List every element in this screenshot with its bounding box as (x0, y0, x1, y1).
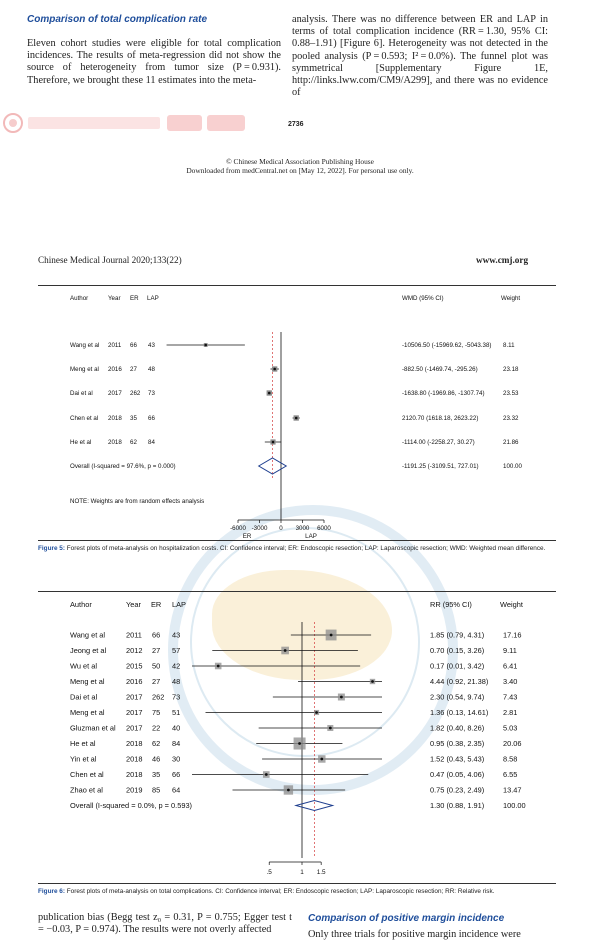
f6-row-lap: 64 (172, 785, 181, 795)
f6-row-weight: 6.41 (503, 661, 518, 671)
f6-point-estimate (320, 758, 323, 761)
f5-header-year: Year (108, 295, 121, 302)
f5-header-effect: WMD (95% CI) (402, 295, 444, 302)
f6-row-lap: 57 (172, 646, 181, 655)
f5-row-year: 2011 (108, 342, 122, 349)
f6-row-weight: 20.06 (503, 739, 522, 748)
journal-url: www.cmj.org (476, 255, 529, 265)
f6-row-year: 2015 (126, 661, 143, 671)
f6-tick-label: .5 (266, 869, 272, 876)
f6-row-effect: 0.70 (0.15, 3.26) (430, 646, 485, 655)
f6-overall-label: Overall (I-squared = 0.0%, p = 0.593) (70, 801, 193, 810)
f5-row-effect: -1638.80 (-1969.86, -1307.74) (402, 390, 485, 397)
f6-row-author: Dai et al (70, 692, 98, 702)
f5-row-effect: -1114.00 (-2258.27, 30.27) (402, 439, 475, 446)
f6-row-weight: 9.11 (503, 646, 517, 655)
f6-row-lap: 30 (172, 754, 181, 764)
f5-tick-label: 0 (279, 525, 283, 532)
f5-row-lap: 84 (148, 439, 155, 446)
f6-point-estimate (298, 742, 301, 745)
f6-caption-label: Figure 6: (38, 888, 65, 895)
f6-row-weight: 2.81 (503, 708, 518, 717)
f5-header-er: ER (130, 295, 139, 302)
f5-row-er: 35 (130, 415, 137, 422)
f6-row-er: 75 (152, 708, 161, 717)
f6-row-effect: 0.75 (0.23, 2.49) (430, 785, 485, 795)
f5-row-lap: 73 (148, 390, 155, 397)
f6-row-weight: 7.43 (503, 692, 518, 702)
f6-row-year: 2012 (126, 646, 143, 655)
f6-row-lap: 51 (172, 708, 181, 717)
f6-header-lap: LAP (172, 600, 186, 609)
f6-row-lap: 40 (172, 723, 181, 733)
paragraph: publication bias (Begg test z₀ = 0.31, P = 0.755; Egger test t = −0.03, P = 0.974). The results were not overly affected (38, 912, 292, 936)
f5-row-lap: 66 (148, 415, 155, 422)
f6-row-er: 262 (152, 692, 165, 702)
f5-row-year: 2018 (108, 439, 122, 446)
f6-row-year: 2018 (126, 770, 143, 779)
f5-overall-effect: -1191.25 (-3109.51, 727.01) (402, 463, 479, 470)
f5-row-er: 66 (130, 342, 137, 349)
f6-point-estimate (330, 634, 333, 637)
f5-overall-label: Overall (I-squared = 97.6%, p = 0.000) (70, 463, 176, 470)
f6-point-estimate (287, 789, 290, 792)
f6-point-estimate (329, 727, 332, 730)
f6-row-er: 85 (152, 785, 161, 795)
f5-row-effect: -10506.50 (-15969.62, -5043.38) (402, 342, 492, 349)
f6-header-er: ER (151, 600, 162, 609)
figure6-bottom-rule (38, 883, 556, 884)
f6-point-estimate (315, 711, 318, 714)
bottom-left-text (38, 912, 292, 936)
f5-row-weight: 23.53 (503, 390, 519, 397)
f6-row-weight: 5.03 (503, 723, 518, 733)
f6-row-lap: 66 (172, 770, 181, 779)
f6-row-effect: 1.52 (0.43, 5.43) (430, 754, 485, 764)
f5-row-year: 2018 (108, 415, 122, 422)
f6-row-er: 27 (152, 646, 161, 655)
f5-row-author: Chen et al (70, 415, 99, 422)
f5-header-lap: LAP (147, 295, 159, 302)
f6-point-estimate (340, 696, 343, 699)
f6-row-er: 35 (152, 770, 161, 779)
figure6-caption (38, 888, 558, 895)
f5-row-weight: 21.86 (503, 439, 519, 446)
f6-header-weight: Weight (500, 600, 523, 609)
f6-row-er: 46 (152, 754, 161, 764)
f5-row-author: Dai et al (70, 390, 93, 397)
f6-row-lap: 43 (172, 630, 181, 640)
f6-point-estimate (265, 773, 268, 776)
f6-point-estimate (217, 665, 220, 668)
f5-row-author: He et al (70, 439, 92, 446)
f6-row-lap: 48 (172, 677, 181, 686)
f6-row-year: 2018 (126, 754, 143, 764)
f5-row-effect: 2120.70 (1618.18, 2623.22) (402, 415, 479, 422)
f6-row-effect: 0.47 (0.05, 4.06) (430, 770, 485, 779)
f6-row-author: Jeong et al (70, 646, 107, 655)
f5-overall-weight: 100.00 (503, 463, 522, 470)
f6-row-effect: 0.95 (0.38, 2.35) (430, 739, 485, 748)
f6-row-year: 2017 (126, 692, 143, 702)
f6-row-weight: 3.40 (503, 677, 518, 686)
f6-tick-label: 1 (300, 869, 304, 876)
f5-axis-label-er: ER (242, 533, 252, 540)
f5-row-weight: 8.11 (503, 342, 515, 349)
f5-row-weight: 23.32 (503, 415, 519, 422)
f6-row-year: 2017 (126, 708, 143, 717)
f6-row-weight: 8.58 (503, 754, 518, 764)
f5-note: NOTE: Weights are from random effects analysis (70, 498, 205, 505)
f5-row-lap: 48 (148, 366, 155, 373)
f5-row-year: 2017 (108, 390, 122, 397)
f6-row-year: 2017 (126, 723, 143, 733)
f5-tick-label: -6000 (230, 525, 246, 532)
f5-tick-label: -3000 (251, 525, 268, 532)
f5-axis-label-lap: LAP (305, 533, 317, 540)
f6-row-year: 2019 (126, 785, 143, 795)
f6-row-author: Wang et al (70, 630, 106, 640)
f6-row-weight: 17.16 (503, 630, 522, 640)
f5-row-author: Wang et al (70, 342, 100, 349)
paragraph: analysis. There was no difference between ER and LAP in terms of total complication incidence (RR = 1.30, 95% CI: 0.88–1.91) [Figure 6]. Heterogeneity was not detected in the pooled analysis (P = 0.593; I² = 0.0%). The funnel plot was symmetrical [Supplementary Figure 1E, http://links.lww.com/CM9/A299], and there was no evidence of (292, 14, 548, 99)
f6-row-year: 2018 (126, 739, 143, 748)
journal-citation: Chinese Medical Journal 2020;133(22) (38, 255, 182, 265)
f6-overall-effect: 1.30 (0.88, 1.91) (430, 801, 485, 810)
f6-row-effect: 4.44 (0.92, 21.38) (430, 677, 489, 686)
f5-caption-label: Figure 5: (38, 545, 65, 552)
f6-row-weight: 6.55 (503, 770, 518, 779)
f6-row-author: Meng et al (70, 677, 105, 686)
f6-row-effect: 1.82 (0.40, 8.26) (430, 723, 485, 733)
f6-row-effect: 1.36 (0.13, 14.61) (430, 708, 489, 717)
f6-row-author: Gluzman et al (70, 723, 116, 733)
f5-row-lap: 43 (148, 342, 155, 349)
bottom-right-text (308, 929, 560, 941)
f6-row-er: 27 (152, 677, 161, 686)
f6-header-author: Author (70, 600, 92, 609)
f5-caption-text: Forest plots of meta-analysis on hospitalization costs. CI: Confidence interval; ER: Endoscopic resection; LAP: Laparoscopic resection; WMD: Weighted mean difference. (66, 545, 546, 552)
download-line: Downloaded from medCentral.net on [May 12, 2022]. For personal use only. (186, 166, 414, 175)
f6-tick-label: 1.5 (316, 869, 326, 876)
f6-row-er: 62 (152, 739, 161, 748)
f6-overall-weight: 100.00 (503, 801, 526, 810)
f6-header-effect: RR (95% CI) (430, 600, 472, 609)
f6-row-lap: 73 (172, 692, 181, 702)
f6-point-estimate (284, 649, 287, 652)
f6-row-year: 2011 (126, 630, 142, 640)
section-heading-complication: Comparison of total complication rate (27, 14, 208, 25)
section-heading-margin: Comparison of positive margin incidence (308, 913, 505, 924)
f6-row-author: He et al (70, 739, 96, 748)
f5-row-er: 62 (130, 439, 137, 446)
f5-tick-label: 6000 (317, 525, 331, 532)
f6-row-year: 2016 (126, 677, 143, 686)
f6-row-er: 22 (152, 723, 161, 733)
publisher-line: © Chinese Medical Association Publishing House (226, 157, 374, 166)
f6-header-year: Year (126, 600, 141, 609)
f6-row-author: Zhao et al (70, 785, 103, 795)
f5-header-author: Author (70, 295, 89, 302)
f5-row-year: 2016 (108, 366, 122, 373)
paragraph: Only three trials for positive margin incidence were (308, 929, 521, 940)
f6-row-effect: 0.17 (0.01, 3.42) (430, 661, 485, 671)
f6-row-er: 66 (152, 630, 161, 640)
f5-header-weight: Weight (501, 295, 521, 302)
f6-row-author: Wu et al (70, 661, 97, 671)
f6-row-author: Chen et al (70, 770, 104, 779)
f5-row-er: 262 (130, 390, 141, 397)
f5-tick-label: 3000 (295, 525, 310, 532)
f6-row-lap: 84 (172, 739, 181, 748)
f6-row-lap: 42 (172, 661, 181, 671)
f5-row-effect: -882.50 (-1469.74, -295.26) (402, 366, 478, 373)
f6-row-author: Yin et al (70, 754, 97, 764)
f6-row-author: Meng et al (70, 708, 105, 717)
f5-row-weight: 23.18 (503, 366, 519, 373)
f6-row-effect: 2.30 (0.54, 9.74) (430, 692, 485, 702)
paragraph: Eleven cohort studies were eligible for total complication incidences. The results of meta-regression did not show the source of heterogeneity from tumor size (P = 0.931). Therefore, we brought these 11 estimates into the meta- (27, 38, 281, 86)
f6-row-weight: 13.47 (503, 785, 522, 795)
f5-row-er: 27 (130, 366, 137, 373)
f5-row-author: Meng et al (70, 366, 99, 373)
f6-row-er: 50 (152, 661, 161, 671)
f6-point-estimate (371, 680, 374, 683)
f6-caption-text: Forest plots of meta-analysis on total complications. CI: Confidence interval; ER: Endoscopic resection; LAP: Laparoscopic resection; RR: Relative risk. (66, 888, 495, 895)
f6-row-effect: 1.85 (0.79, 4.31) (430, 630, 485, 640)
page-number: 2736 (288, 121, 304, 128)
